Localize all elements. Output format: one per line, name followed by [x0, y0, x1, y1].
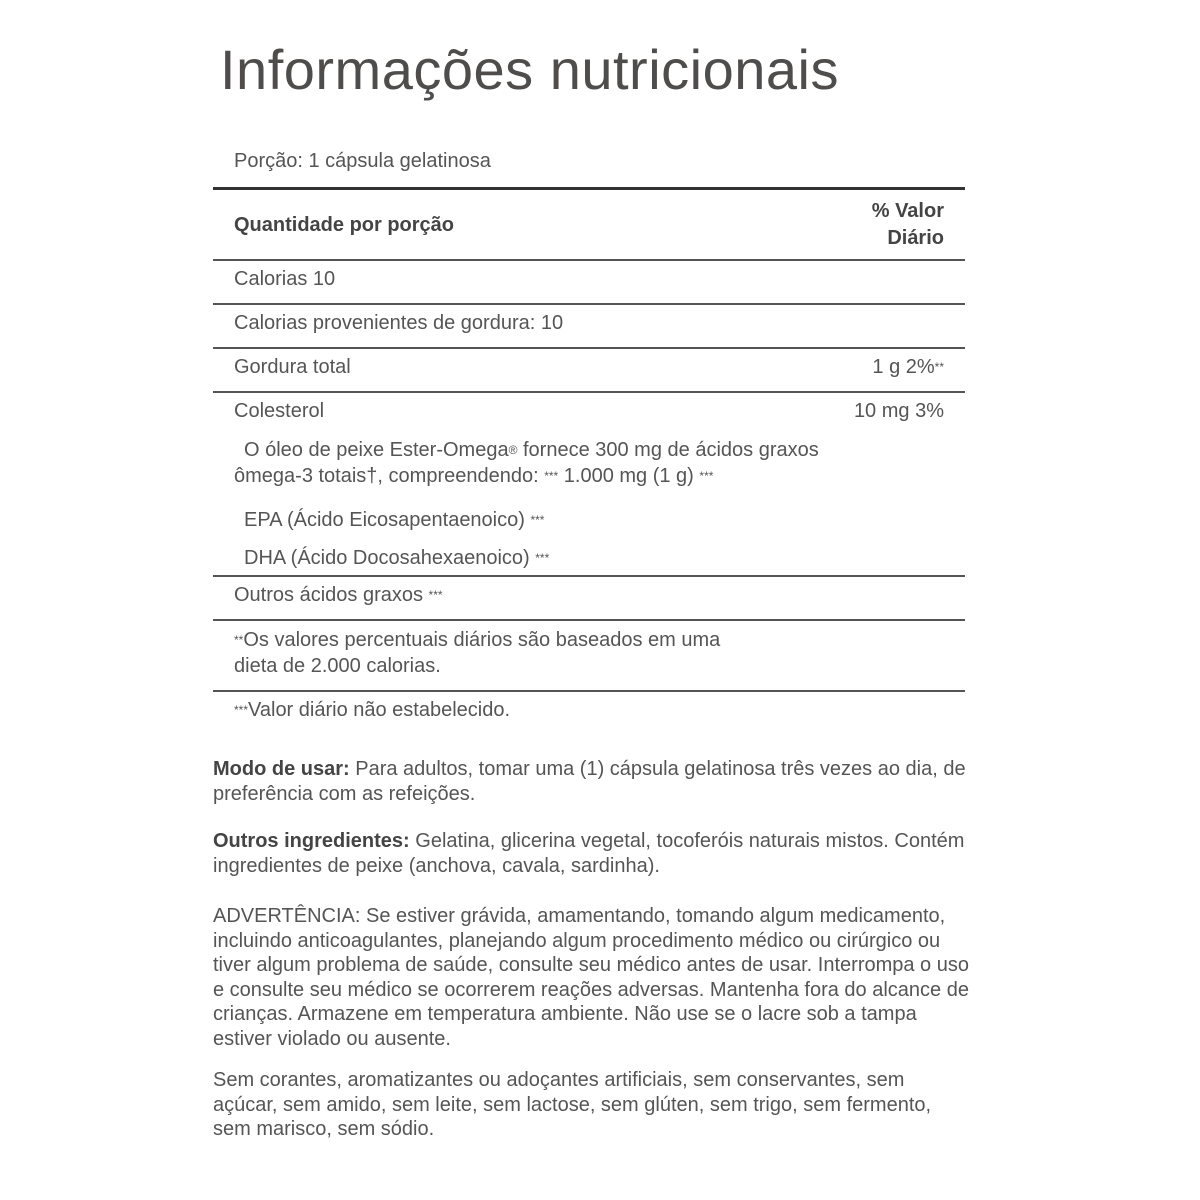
omega-footnote-mark-b: ***	[699, 469, 714, 483]
page-title: Informações nutricionais	[220, 38, 839, 101]
usage-label: Modo de usar:	[213, 758, 350, 780]
epa-label: EPA (Ácido Eicosapentaenoico)	[244, 509, 531, 531]
footnote-not-established	[213, 692, 965, 723]
free-from-paragraph: Sem corantes, aromatizantes ou adoçantes artificiais, sem conservantes, sem açúcar, sem amido, sem leite, sem lactose, sem glúten, sem trigo, sem fermento, sem marisco, sem sódio.	[213, 1069, 932, 1140]
footnote-daily-values	[213, 621, 965, 692]
usage-paragraph	[213, 757, 973, 806]
row-label-cholesterol: Colesterol	[234, 400, 325, 422]
ingredients-text: Gelatina, glicerina vegetal, tocoferóis naturais mistos. Contém ingredientes de peixe (anchova, cavala, sardinha).	[213, 830, 965, 877]
table-row	[213, 261, 965, 305]
dha-label: DHA (Ácido Docosahexaenoico)	[244, 547, 536, 569]
epa-row	[213, 495, 965, 537]
table-row	[213, 305, 965, 349]
other-fatty-acids-row	[213, 577, 965, 621]
row-label-total-fat: Gordura total	[234, 356, 351, 378]
serving-size: Porção: 1 cápsula gelatinosa	[234, 150, 491, 172]
omega-text-1: O óleo de peixe Ester-Omega	[244, 439, 509, 461]
row-label-calories: Calorias 10	[234, 268, 336, 290]
row-value-cholesterol: 10 mg 3%	[853, 400, 944, 422]
omega-footnote-mark-a: ***	[544, 469, 559, 483]
table-row	[213, 393, 965, 429]
row-label-fat-calories: Calorias provenientes de gordura: 10	[234, 312, 564, 334]
footnote-daily-values-text	[234, 627, 720, 679]
footnote-1-line2: dieta de 2.000 calorias.	[234, 655, 441, 677]
footnote-2-mark: ***	[234, 703, 249, 717]
daily-value-header-line2: Diário	[887, 226, 944, 249]
ingredients-label: Outros ingredientes:	[213, 830, 410, 852]
omega-text-3: ômega-3 totais†, compreendendo:	[234, 465, 545, 487]
omega-3-statement	[213, 429, 965, 495]
other-fatty-acids-text	[234, 582, 443, 608]
usage-text: Para adultos, tomar uma (1) cápsula gelatinosa três vezes ao dia, de preferência com as refeições.	[213, 758, 966, 805]
other-fatty-acids-label: Outros ácidos graxos	[234, 584, 429, 606]
other-fatty-acids-footnote-mark: ***	[428, 588, 443, 602]
daily-value-header	[872, 198, 944, 252]
total-fat-footnote-mark: **	[934, 360, 944, 374]
footnote-1-line1: Os valores percentuais diários são baseados em uma	[243, 629, 721, 651]
dha-row	[213, 537, 965, 577]
warning-paragraph: ADVERTÊNCIA: Se estiver grávida, amamentando, tomando algum medicamento, incluindo anticoagulantes, planejando algum procedimento médico ou cirúrgico ou tiver algum problema de saúde, consulte seu médico antes de usar. Interrompa o uso e consulte seu médico se ocorrerem reações adversas. Mantenha fora do alcance de crianças. Armazene em temperatura ambiente. Não use se o lacre sob a tampa estiver violado ou ausente.	[213, 905, 969, 1050]
footnote-1-mark: **	[234, 633, 244, 647]
daily-value-header-line1: % Valor	[871, 199, 944, 222]
registered-mark: ®	[508, 443, 518, 457]
ingredients-paragraph	[213, 829, 973, 878]
epa-footnote-mark: ***	[530, 513, 545, 527]
nutrition-facts-table	[213, 187, 965, 723]
footnote-2-text: Valor diário não estabelecido.	[248, 699, 511, 721]
amount-per-serving-header: Quantidade por porção	[234, 213, 455, 236]
dha-footnote-mark: ***	[535, 551, 550, 565]
table-header	[213, 190, 965, 261]
row-value-total-fat	[872, 354, 944, 380]
omega-text-2: fornece 300 mg de ácidos graxos	[517, 439, 819, 461]
omega-text-4: 1.000 mg (1 g)	[558, 465, 700, 487]
total-fat-value: 1 g 2%	[872, 356, 935, 378]
footnote-not-established-text	[234, 697, 510, 723]
table-row	[213, 349, 965, 393]
